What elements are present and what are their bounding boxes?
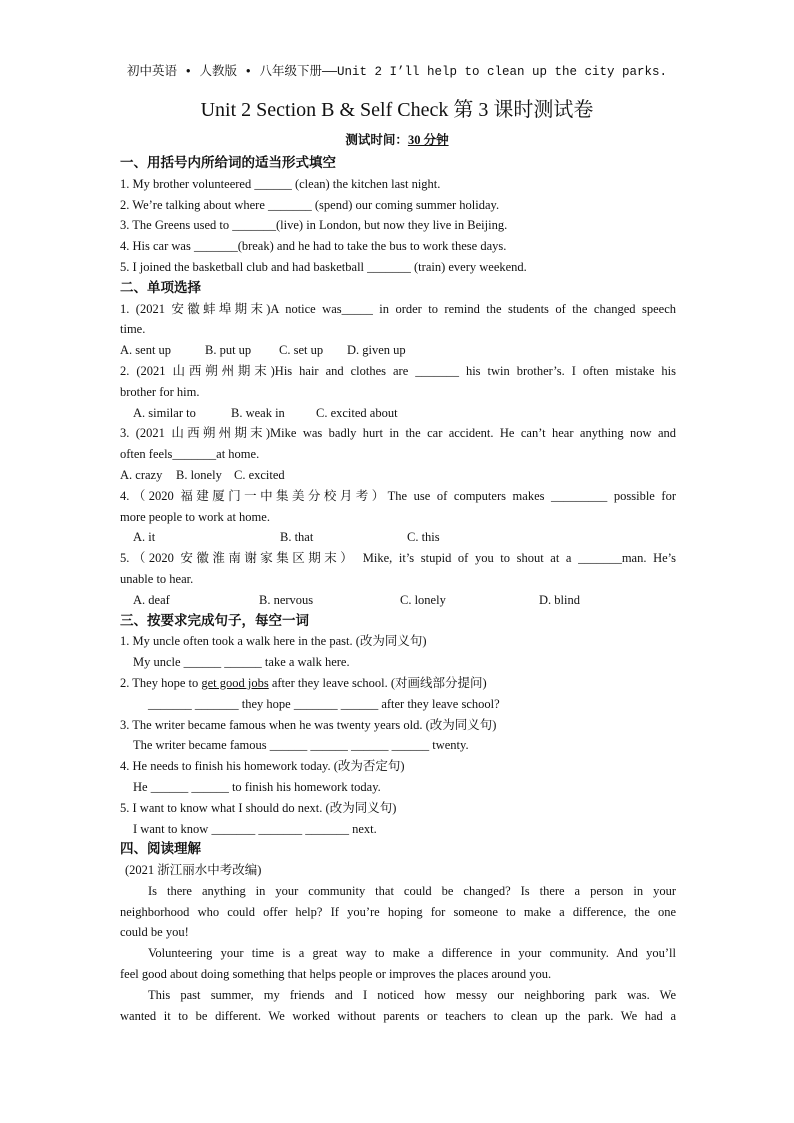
answer-options bbox=[120, 340, 676, 361]
passage-source: (2021 浙江丽水中考改编) bbox=[125, 863, 262, 878]
passage-line: Is there anything in your community that could be changed? Is there a person in your bbox=[148, 883, 676, 898]
answer-line: The writer became famous ______ ______ ______ ______ twenty. bbox=[133, 738, 469, 753]
section-heading: 三、按要求完成句子，每空一词 bbox=[120, 612, 309, 629]
option: C. lonely bbox=[400, 592, 446, 607]
question-line: 2. (2021 山西朔州期末)His hair and clothes are _______ his twin brother’s. I often mistake his bbox=[120, 363, 676, 378]
question-line: 3. (2021 山西朔州期末)Mike was badly hurt in the car accident. He can’t hear anything now and bbox=[120, 426, 676, 441]
option: B. put up bbox=[205, 343, 252, 358]
passage-line: wanted it to be different. We worked without parents or teachers to clean up the park. We had a bbox=[120, 1008, 676, 1023]
option: D. blind bbox=[539, 592, 580, 607]
course-breadcrumb: 初中英语 • 人教版 • 八年级下册——Unit 2 I’ll help to clean up the city parks. bbox=[126, 65, 668, 79]
question-line: 1. My uncle often took a walk here in the past. (改为同义句) bbox=[120, 634, 427, 649]
option: C. excited bbox=[234, 467, 285, 482]
page-title: Unit 2 Section B & Self Check 第 3 课时测试卷 bbox=[200, 99, 594, 121]
option: D. given up bbox=[347, 343, 406, 358]
passage-line: neighborhood who could offer help? If you’re hoping for someone to make a difference, the one bbox=[120, 904, 676, 919]
question-text: 2. They hope to bbox=[120, 675, 202, 690]
section-heading: 二、单项选择 bbox=[120, 279, 201, 296]
option: A. it bbox=[133, 530, 156, 545]
option: C. excited about bbox=[316, 405, 398, 420]
passage-line: Volunteering your time is a great way to make a difference in your community. And you’ll bbox=[148, 946, 676, 961]
option: A. similar to bbox=[133, 405, 196, 420]
question-line: 4.（2020 福建厦门一中集美分校月考）The use of computers makes _________ possible for bbox=[120, 488, 676, 503]
answer-line: I want to know _______ _______ _______ next. bbox=[133, 821, 377, 836]
option: C. this bbox=[407, 530, 440, 545]
question-line: brother for him. bbox=[120, 384, 200, 399]
test-time-value: 30 分钟 bbox=[407, 133, 449, 147]
answer-line: My uncle ______ ______ take a walk here. bbox=[133, 655, 350, 670]
section-heading: 四、阅读理解 bbox=[120, 841, 201, 858]
question-line: 3. The Greens used to _______(live) in London, but now they live in Beijing. bbox=[120, 218, 508, 233]
section-heading: 一、用括号内所给词的适当形式填空 bbox=[120, 155, 336, 171]
test-time-label: 测试时间： bbox=[345, 133, 408, 147]
question-line: 4. He needs to finish his homework today. (改为否定句) bbox=[120, 759, 405, 774]
option: B. lonely bbox=[176, 467, 222, 482]
question-line: 1. My brother volunteered ______ (clean) the kitchen last night. bbox=[120, 176, 441, 191]
question-line: 1. (2021 安徽蚌埠期末)A notice was_____ in order to remind the students of the changed speech bbox=[120, 301, 676, 316]
question-line: 5. I joined the basketball club and had basketball _______ (train) every weekend. bbox=[120, 259, 527, 274]
option: A. sent up bbox=[120, 343, 172, 358]
option: A. deaf bbox=[133, 592, 170, 607]
question-line: time. bbox=[120, 322, 146, 337]
question-line: unable to hear. bbox=[120, 571, 194, 586]
question-line: 5.（2020 安徽淮南谢家集区期末） Mike, it’s stupid of you to shout at a _______man. He’s bbox=[120, 551, 676, 566]
question-line: 5. I want to know what I should do next. (改为同义句) bbox=[120, 800, 397, 815]
answer-options bbox=[120, 465, 676, 486]
answer-options bbox=[120, 590, 676, 611]
option: C. set up bbox=[279, 343, 324, 358]
option: B. that bbox=[280, 530, 314, 545]
question-line: 3. The writer became famous when he was twenty years old. (改为同义句) bbox=[120, 717, 497, 732]
question-line: more people to work at home. bbox=[120, 509, 270, 524]
question-line bbox=[120, 673, 676, 694]
answer-options bbox=[120, 527, 676, 548]
option: A. crazy bbox=[120, 467, 163, 482]
test-time bbox=[0, 132, 794, 148]
document-body bbox=[120, 153, 676, 1026]
answer-options bbox=[120, 403, 676, 424]
question-text: after they leave school. (对画线部分提问) bbox=[268, 675, 487, 690]
answer-line: _______ _______ they hope _______ ______ after they leave school? bbox=[148, 696, 500, 711]
passage-line: could be you! bbox=[120, 925, 189, 940]
passage-line: feel good about doing something that helps people or improves the places around you. bbox=[120, 967, 552, 982]
passage-line: This past summer, my friends and I noticed how messy our neighboring park was. We bbox=[148, 987, 676, 1002]
question-line: 4. His car was _______(break) and he had to take the bus to work these days. bbox=[120, 239, 507, 254]
question-line: 2. We’re talking about where _______ (spend) our coming summer holiday. bbox=[120, 197, 500, 212]
question-line: often feels_______at home. bbox=[120, 447, 260, 462]
underlined-phrase: get good jobs bbox=[201, 675, 269, 690]
option: B. nervous bbox=[259, 592, 314, 607]
option: B. weak in bbox=[231, 405, 285, 420]
answer-line: He ______ ______ to finish his homework today. bbox=[133, 779, 381, 794]
